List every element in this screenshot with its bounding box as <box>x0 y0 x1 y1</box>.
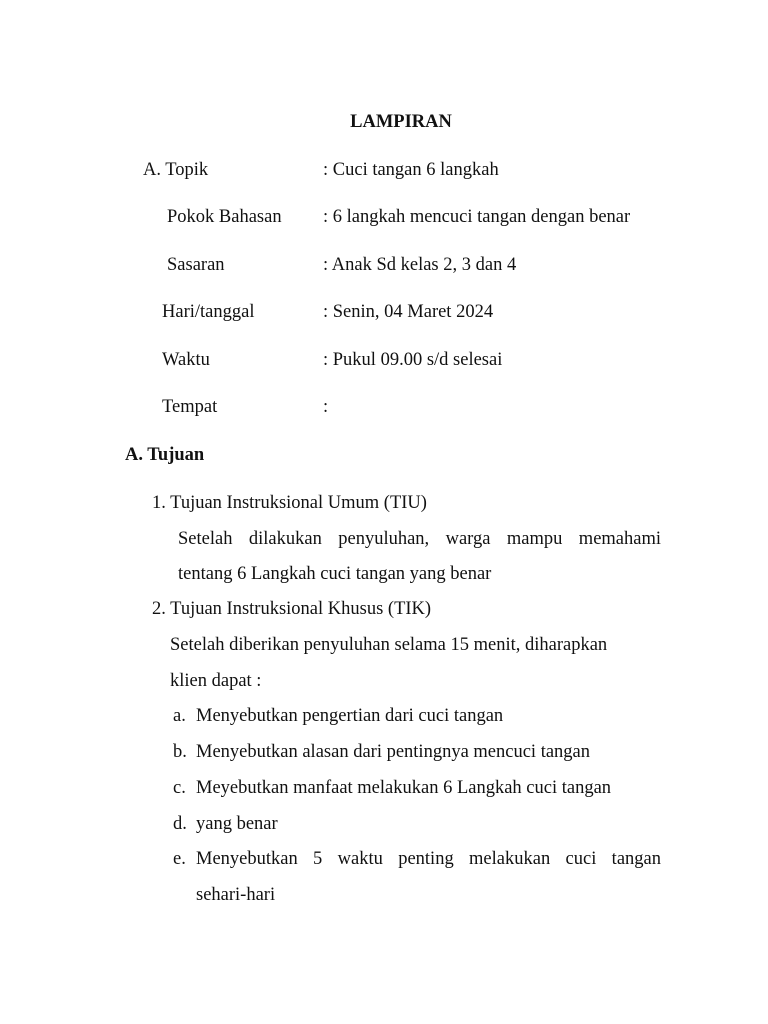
list-item-marker-d: d. <box>173 814 187 834</box>
section-heading-tujuan: A. Tujuan <box>125 445 205 465</box>
info-value-sasaran: : Anak Sd kelas 2, 3 dan 4 <box>323 255 517 275</box>
list-item-text-d: yang benar <box>196 814 278 834</box>
info-value-topik: : Cuci tangan 6 langkah <box>323 160 499 180</box>
list-item-marker-b: b. <box>173 742 187 762</box>
info-label-waktu: Waktu <box>162 350 210 370</box>
info-label-topik: A. Topik <box>143 160 209 180</box>
info-value-tempat: : <box>323 397 329 417</box>
tik-heading: 2. Tujuan Instruksional Khusus (TIK) <box>152 599 432 619</box>
tiu-paragraph-line-1: Setelah dilakukan penyuluhan, warga mampu memahami <box>178 529 661 549</box>
document-title: LAMPIRAN <box>350 112 452 132</box>
info-value-hari-tanggal: : Senin, 04 Maret 2024 <box>323 302 494 322</box>
tiu-heading: 1. Tujuan Instruksional Umum (TIU) <box>152 493 427 513</box>
list-item-marker-c: c. <box>173 778 186 798</box>
info-value-pokok-bahasan: : 6 langkah mencuci tangan dengan benar <box>323 207 631 227</box>
list-item-text-c: Meyebutkan manfaat melakukan 6 Langkah cuci tangan <box>196 778 612 798</box>
list-item-text-e-continuation: sehari-hari <box>196 885 276 905</box>
tiu-paragraph-line-2: tentang 6 Langkah cuci tangan yang benar <box>178 564 492 584</box>
tik-paragraph-line-2: klien dapat : <box>170 671 262 691</box>
info-label-sasaran: Sasaran <box>167 255 225 275</box>
list-item-marker-a: a. <box>173 706 186 726</box>
list-item-marker-e: e. <box>173 849 186 869</box>
info-label-tempat: Tempat <box>162 397 218 417</box>
info-label-hari-tanggal: Hari/tanggal <box>162 302 255 322</box>
list-item-text-b: Menyebutkan alasan dari pentingnya mencuci tangan <box>196 742 591 762</box>
list-item-text-a: Menyebutkan pengertian dari cuci tangan <box>196 706 504 726</box>
info-label-pokok-bahasan: Pokok Bahasan <box>167 207 282 227</box>
tik-paragraph-line-1: Setelah diberikan penyuluhan selama 15 menit, diharapkan <box>170 635 608 655</box>
info-value-waktu: : Pukul 09.00 s/d selesai <box>323 350 503 370</box>
list-item-text-e: Menyebutkan 5 waktu penting melakukan cuci tangan <box>196 849 661 869</box>
